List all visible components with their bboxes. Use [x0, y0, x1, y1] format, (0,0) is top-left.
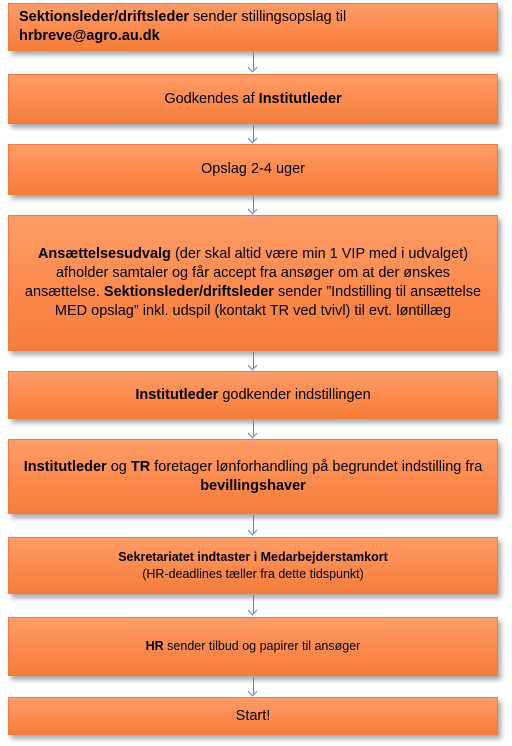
step-7-text: Sekretariatet indtaster i Medarbejderstamkort (HR-deadlines tæller fra dette tidspunkt) [118, 549, 388, 581]
flow-arrow-6 [253, 515, 254, 533]
step-8-text: HR sender tilbud og papirer til ansøger [145, 639, 361, 653]
flow-step-8 [8, 617, 498, 676]
flow-step-6 [8, 439, 498, 514]
flow-arrow-5 [253, 420, 254, 436]
flow-step-7 [8, 537, 498, 594]
flow-arrow-1 [253, 52, 254, 70]
flow-arrow-7 [253, 595, 254, 613]
flow-arrow-2 [253, 125, 254, 141]
flow-arrow-4 [253, 352, 254, 368]
step-6-text: Institutleder og TR foretager lønforhandling på begrundet indstilling fra bevillingshaver [23, 458, 483, 494]
step-5-text: Institutleder godkender indstillingen [135, 386, 371, 403]
step-3-text: Opslag 2-4 uger [201, 161, 305, 177]
flow-step-3 [8, 144, 498, 195]
flow-arrow-8 [253, 677, 254, 694]
flow-step-1 [8, 3, 498, 51]
flow-step-2 [8, 74, 498, 124]
flow-step-4 [8, 215, 498, 351]
flow-arrow-3 [253, 196, 254, 212]
flow-step-9 [8, 697, 498, 735]
step-2-text: Godkendes af Institutleder [164, 90, 342, 107]
step-1-text: Sektionsleder/driftsleder sender stillingsopslag til hrbreve@agro.au.dk [19, 9, 347, 44]
step-4-text: Ansættelsesudvalg (der skal altid være min 1 VIP med i udvalget) afholder samtaler og får accept fra ansøger om at der ønskes ansættelse. Sektionsleder/driftsleder sender ”Indstilling til ansættelse MED opslag” inkl. udspil (kontakt TR ved tvivl) til evt. løntillæg [24, 246, 482, 319]
flow-step-5 [8, 371, 498, 419]
step-9-text: Start! [235, 707, 271, 724]
